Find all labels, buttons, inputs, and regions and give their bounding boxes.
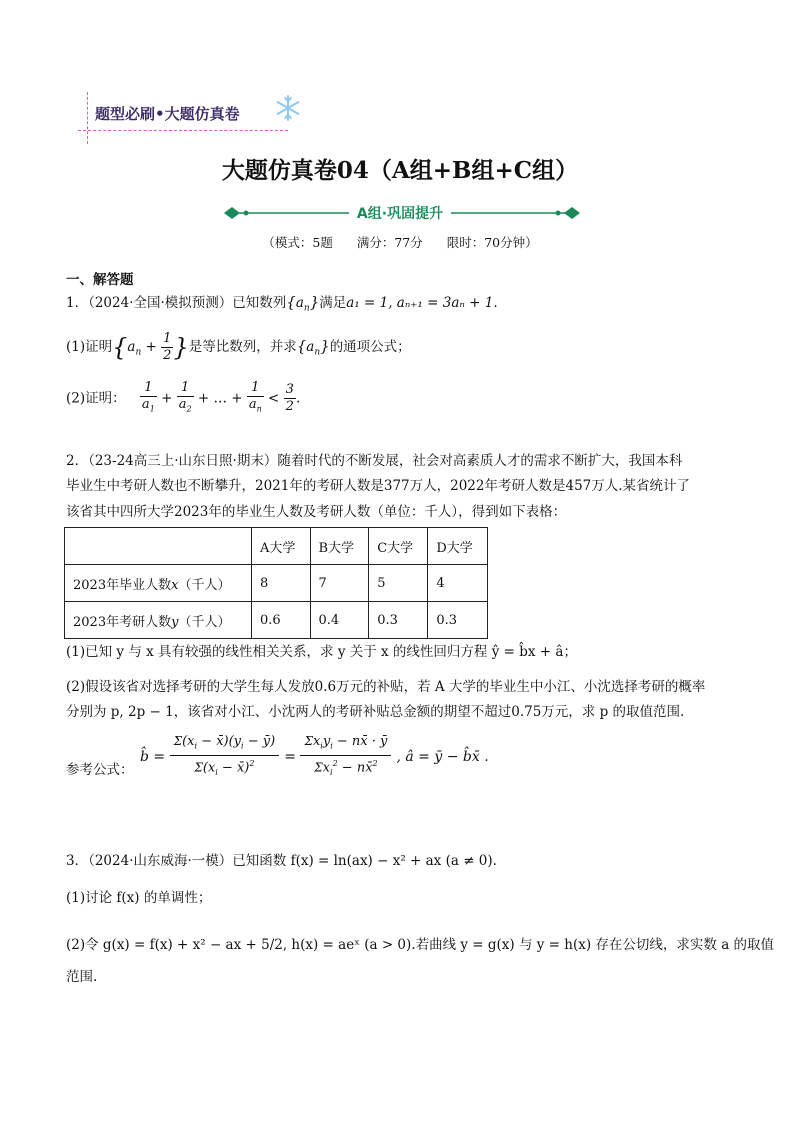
- table-cell: 7: [310, 565, 369, 602]
- q2-part1: (1)已知 y 与 x 具有较强的线性相关关系，求 y 关于 x 的线性回归方程 ŷ = b̂x + â；: [66, 644, 577, 660]
- banner-underline: [78, 130, 288, 131]
- table-cell: 0.4: [310, 602, 369, 639]
- table-header-cell: B大学: [310, 528, 369, 565]
- part-heading: 一、解答题: [66, 272, 134, 288]
- q2-line3: 该省其中四所大学2023年的毕业生人数及考研人数（单位：千人），得到如下表格：: [66, 504, 567, 520]
- table-header-cell: A大学: [252, 528, 311, 565]
- q2-line1: 2．（23-24高三上·山东日照·期末）随着时代的不断发展，社会对高素质人才的需求不断扩大，我国本科: [66, 453, 683, 469]
- data-table: [64, 527, 488, 639]
- banner-title: 题型必刷•大题仿真卷: [95, 105, 240, 123]
- table-header-cell: [65, 528, 252, 565]
- table-header-row: [65, 528, 488, 565]
- table-header-cell: C大学: [369, 528, 428, 565]
- section-meta: [0, 233, 800, 251]
- q1-stem: 1．（2024·全国·模拟预测）已知数列$\{a_n\}$满足a₁ = 1, aₙ₊₁ = 3aₙ + 1.: [66, 293, 498, 314]
- q2-part2-line2: 分别为 p, 2p − 1，该省对小江、小沈两人的考研补贴总金额的期望不超过0.75万元，求 p 的取值范围.: [66, 704, 685, 720]
- q1-part1: (1)证明{$a_n$ + $\frac{1}{2}$ }是等比数列，并求$\{a_n\}$的通项公式；: [66, 331, 411, 363]
- table-row-label: 2023年考研人数y（千人）: [65, 602, 252, 639]
- q3-part2-line2: 范围.: [66, 969, 98, 985]
- q3-part2-line1: (2)令 g(x) = f(x) + x² − ax + 5/2, h(x) = aeˣ (a > 0).若曲线 y = g(x) 与 y = h(x) 存在公切线，求实数 a 的取值: [66, 937, 775, 953]
- q3-stem: 3．（2024·山东威海·一模）已知函数 f(x) = ln(ax) − x² + ax (a ≠ 0).: [66, 853, 497, 869]
- q1-part2: (2)证明： $\frac{1}{a_1}$ + $\frac{1}{a_2}$ + … + $\frac{1}{a_n}$ < $\frac{3}{2}$ .: [66, 380, 301, 415]
- meta-mode: （模式：5题: [262, 235, 333, 250]
- table-cell: 4: [428, 565, 488, 602]
- table-cell: 0.6: [252, 602, 311, 639]
- table-header-cell: D大学: [428, 528, 488, 565]
- snowflake-icon: [274, 94, 302, 122]
- section-label: A组·巩固提升: [0, 203, 800, 223]
- page-title: 大题仿真卷04（A组+B组+C组）: [221, 157, 579, 184]
- regression-formula: b̂ = $\frac{\Sigma(x_i - x̄)(y_i - ȳ)}{\Sigma(x_i - x̄)^2}$ = $\frac{\Sigma x_iy_i - nx̄ \cdot ȳ}{\Sigma x_i^2 - nx̄^2}$ , â = ȳ − b̂x̄ .: [140, 734, 489, 777]
- q2-line2: 毕业生中考研人数也不断攀升，2021年的考研人数是377万人，2022年考研人数是457万人.某省统计了: [66, 478, 691, 494]
- q2-part2-line1: (2)假设该省对选择考研的大学生每人发放0.6万元的补贴，若 A 大学的毕业生中小江、小沈选择考研的概率: [66, 679, 706, 695]
- banner-divider: [87, 92, 88, 144]
- table-row: [65, 565, 488, 602]
- meta-full: 满分：77分: [356, 235, 423, 250]
- table-row-label: 2023年毕业人数x（千人）: [65, 565, 252, 602]
- table-cell: 5: [369, 565, 428, 602]
- meta-time: 限时：70分钟）: [446, 235, 538, 250]
- table-cell: 8: [252, 565, 311, 602]
- q3-part1: (1)讨论 f(x) 的单调性；: [66, 890, 212, 906]
- table-cell: 0.3: [428, 602, 488, 639]
- table-row: [65, 602, 488, 639]
- table-cell: 0.3: [369, 602, 428, 639]
- formula-label: 参考公式：: [66, 762, 134, 778]
